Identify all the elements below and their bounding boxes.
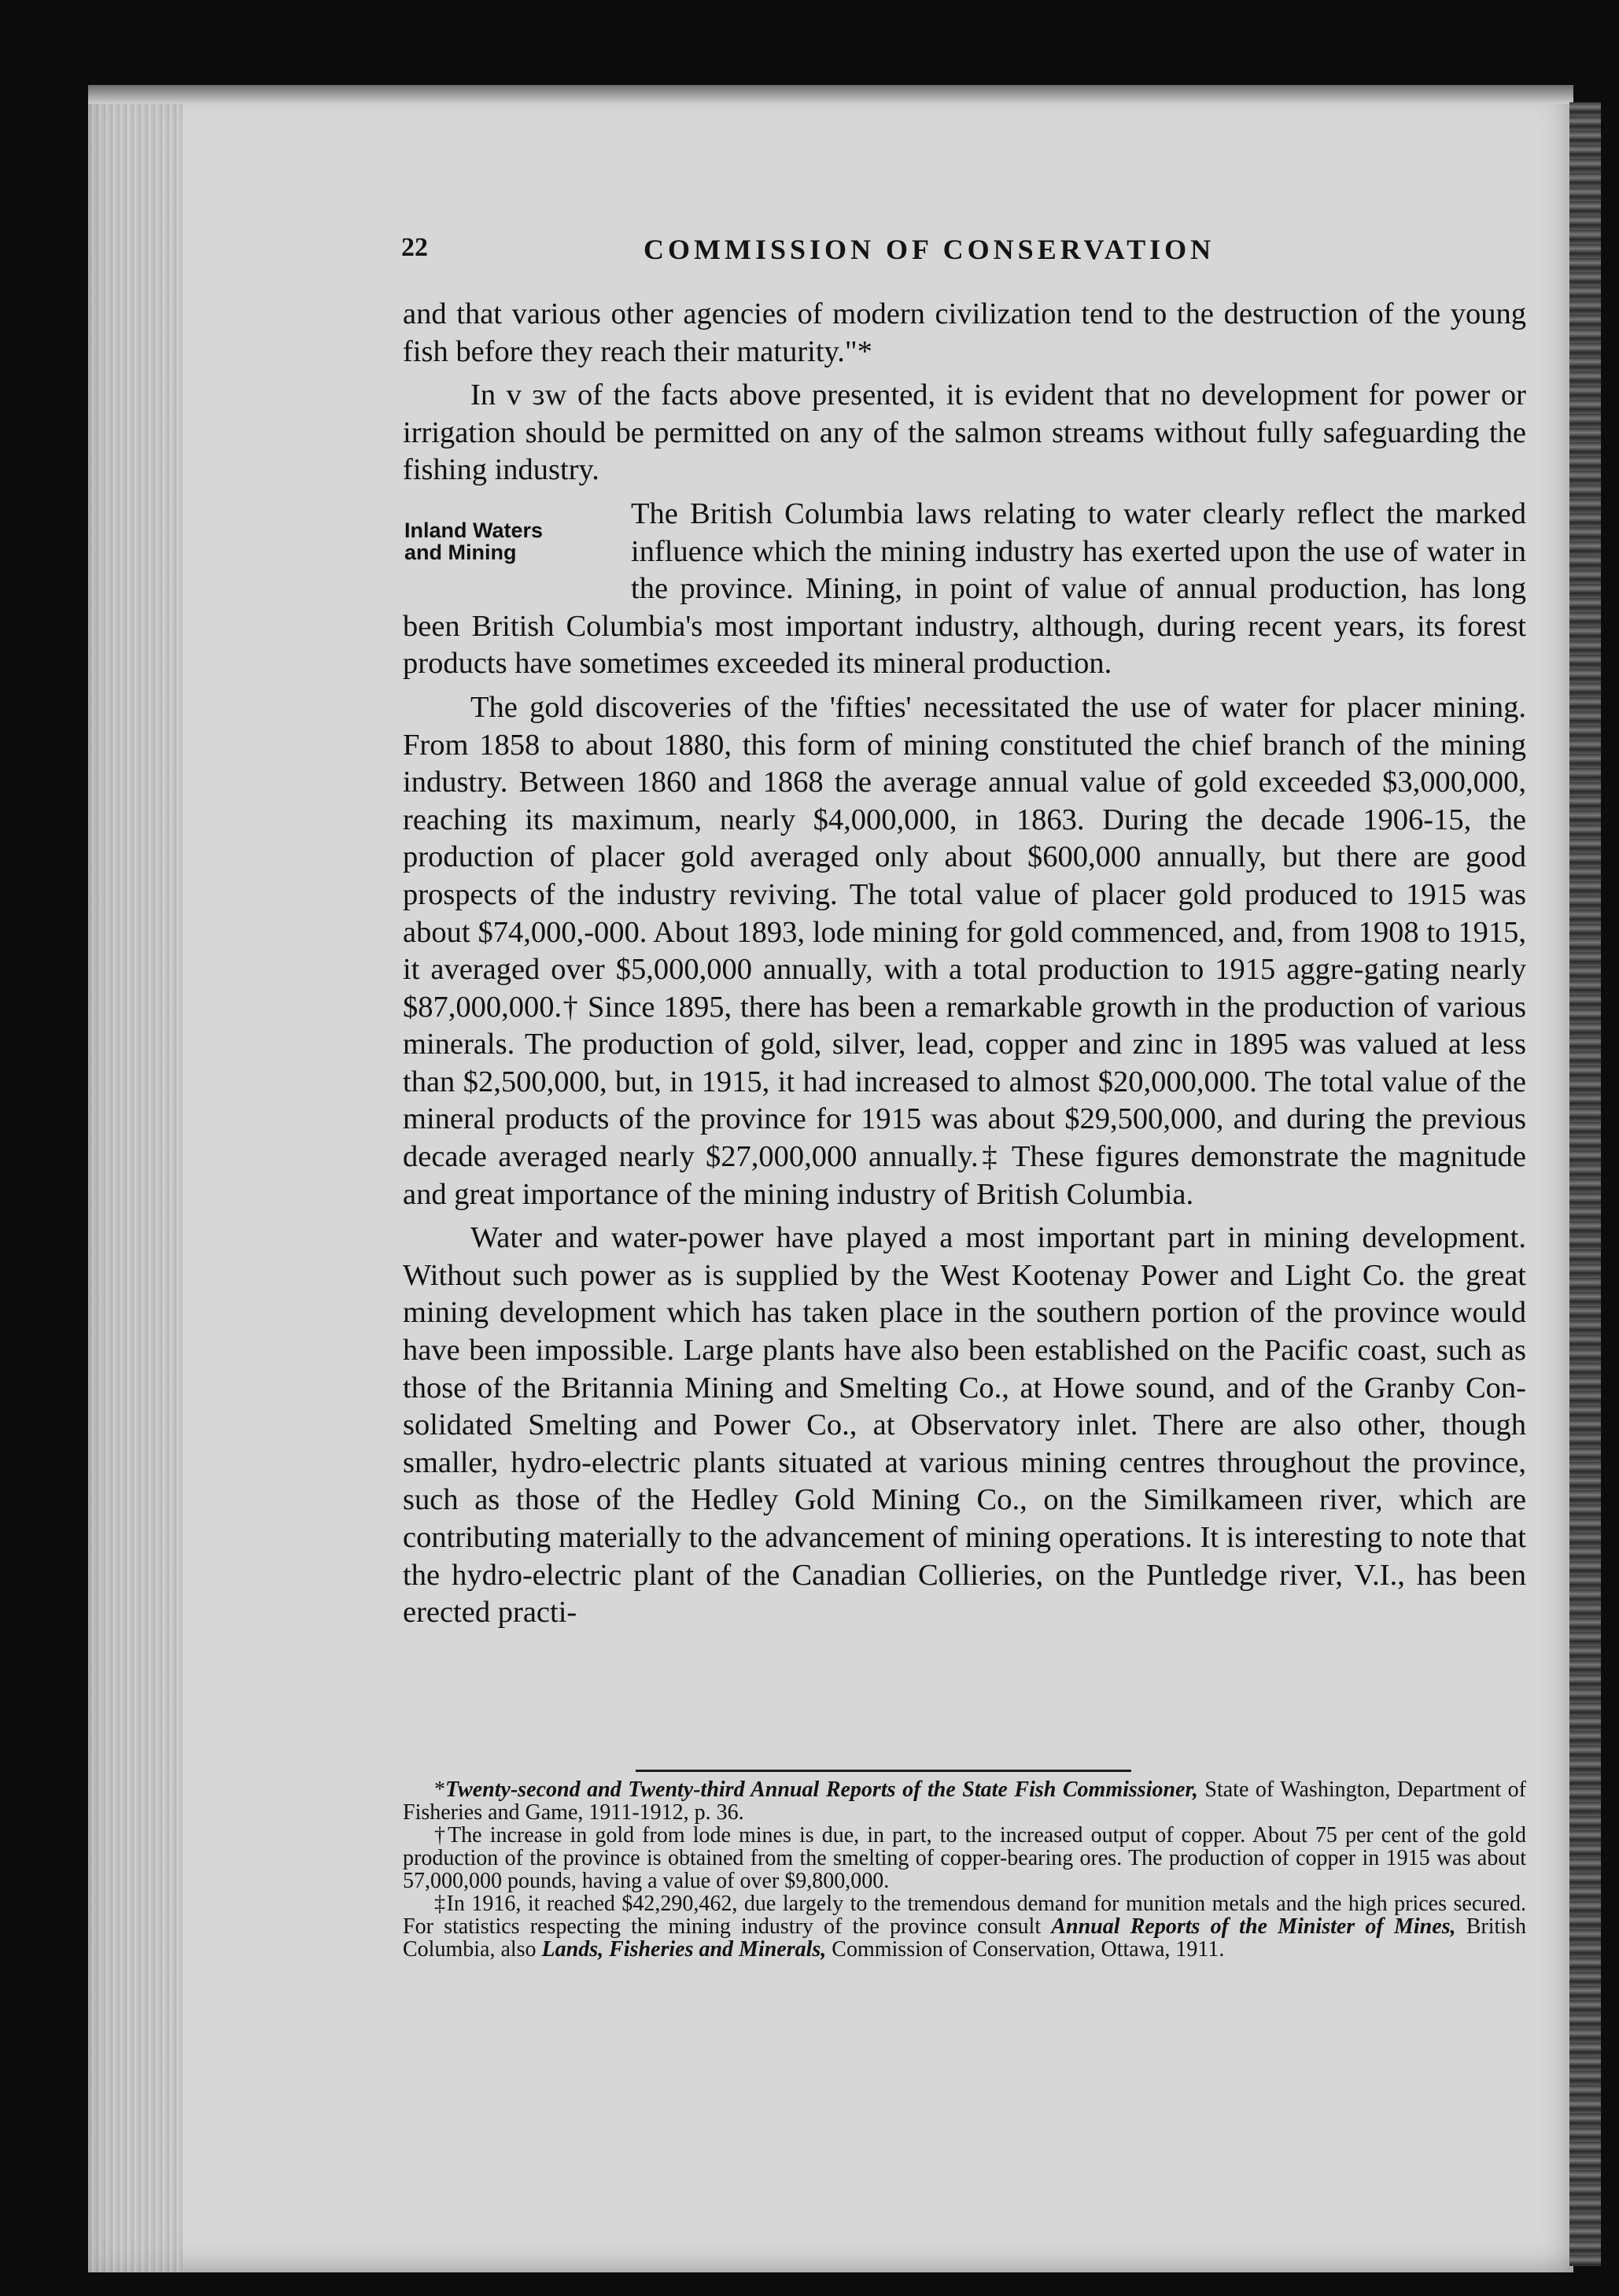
footnote-1-title: Twenty-second and Twenty-third Annual Reports of the State Fish Commissioner, (445, 1777, 1198, 1802)
book-spine-edge (1569, 102, 1601, 2266)
footnote-3 (403, 1892, 1526, 1961)
footnote-1-text: State of Washington, Department of Fisheries and Game, 1911-1912, p. 36. (403, 1777, 1526, 1825)
paragraph-5: Water and water-power have played a most important part in mining development. Without such power as is supplied by the West Kootenay Power and Light Co. the great mining development which has taken place in the southern portion of the province would have been impossible. Large plants have also been established on the Pacific coast, such as those of the Britannia Mining and Smelting Co., at Howe sound, and of the Granby Con-solidated Smelting and Power Co., at Observatory inlet. There are also other, though smaller, hydro-electric plants situated at various mining centres throughout the province, such as those of the Hedley Gold Mining Co., on the Similkameen river, which are contributing materially to the advancement of mining operations. It is interesting to note that the hydro-electric plant of the Canadian Collieries, on the Puntledge river, V.I., has been erected practi- (403, 1221, 1526, 1630)
running-header: COMMISSION OF CONSERVATION (644, 234, 1215, 265)
footnote-1 (403, 1778, 1526, 1824)
paragraph-2: In v ɜw of the facts above presented, it is evident that no development for power or irrigation should be permitted on any of the salmon streams without fully safeguarding the fishing industry. (403, 378, 1526, 487)
footnotes (403, 1778, 1526, 1961)
paragraph-4: The gold discoveries of the 'fifties' necessitated the use of water for placer mining. From 1858 to about 1880, this form of mining constituted the chief branch of the mining industry. Between 1860 and 1868 the average annual value of gold exceeded $3,000,000, reaching its maximum, nearly $4,000,000, in 1863. During the decade 1906-15, the production of placer gold averaged only about $600,000 annually, but there are good prospects of the industry reviving. The total value of placer gold produced to 1915 was about $74,000,-000. About 1893, lode mining for gold commenced, and, from 1908 to 1915, it averaged over $5,000,000 annually, with a total production to 1915 aggre-gating nearly $87,000,000.† Since 1895, there has been a remarkable growth in the production of various minerals. The production of gold, silver, lead, copper and zinc in 1895 was valued at less than $2,500,000, but, in 1915, it had increased to almost $20,000,000. The total value of the mineral products of the province for 1915 was about $29,500,000, and during the previous decade averaged nearly $27,000,000 annually.‡ These figures demonstrate the magnitude and great importance of the mining industry of British Columbia. (403, 690, 1526, 1211)
footnote-3-title-2: Lands, Fisheries and Minerals, (541, 1937, 827, 1962)
footnote-3-text-c: Commission of Conservation, Ottawa, 1911. (826, 1937, 1225, 1962)
footnote-1-mark: * (434, 1777, 445, 1802)
margin-note-gap (403, 494, 631, 604)
margin-note-line1: Inland Waters (404, 519, 544, 542)
footnote-rule (636, 1770, 1131, 1772)
margin-note-line2: and Mining (404, 541, 517, 564)
footnote-2: †The increase in gold from lode mines is due, in part, to the increased output of copper. About 75 per cent of the gold production of the province is obtained from the smelting of copper-bearing ores. The production of copper in 1915 was about 57,000,000 pounds, having a value of over $9,800,000. (403, 1823, 1526, 1893)
paragraph-3: The British Columbia laws relating to water clearly reflect the marked influence which the mining industry has exerted upon the use of water in the province. Mining, in point of value of annual production, has long been British Columbia's most important industry, although, during recent years, its forest products have sometimes exceeded its mineral production. (403, 496, 1526, 681)
page-edges (88, 85, 183, 2272)
page-number: 22 (401, 233, 428, 262)
body-text (403, 296, 1526, 1638)
footnote-3-title-1: Annual Reports of the Minister of Mines, (1051, 1914, 1456, 1939)
footnote-3-text-b: British Columbia, also (403, 1914, 1527, 1962)
footnote-3-text-a: ‡In 1916, it reached $42,290,462, due largely to the tremendous demand for munition metals and the high prices secured. For statistics respecting the mining industry of the province consult (403, 1892, 1526, 1939)
paragraph-1: and that various other agencies of modern civilization tend to the destruction of the young fish before they reach their maturity."* (403, 297, 1526, 368)
top-page-edge (88, 85, 1573, 104)
